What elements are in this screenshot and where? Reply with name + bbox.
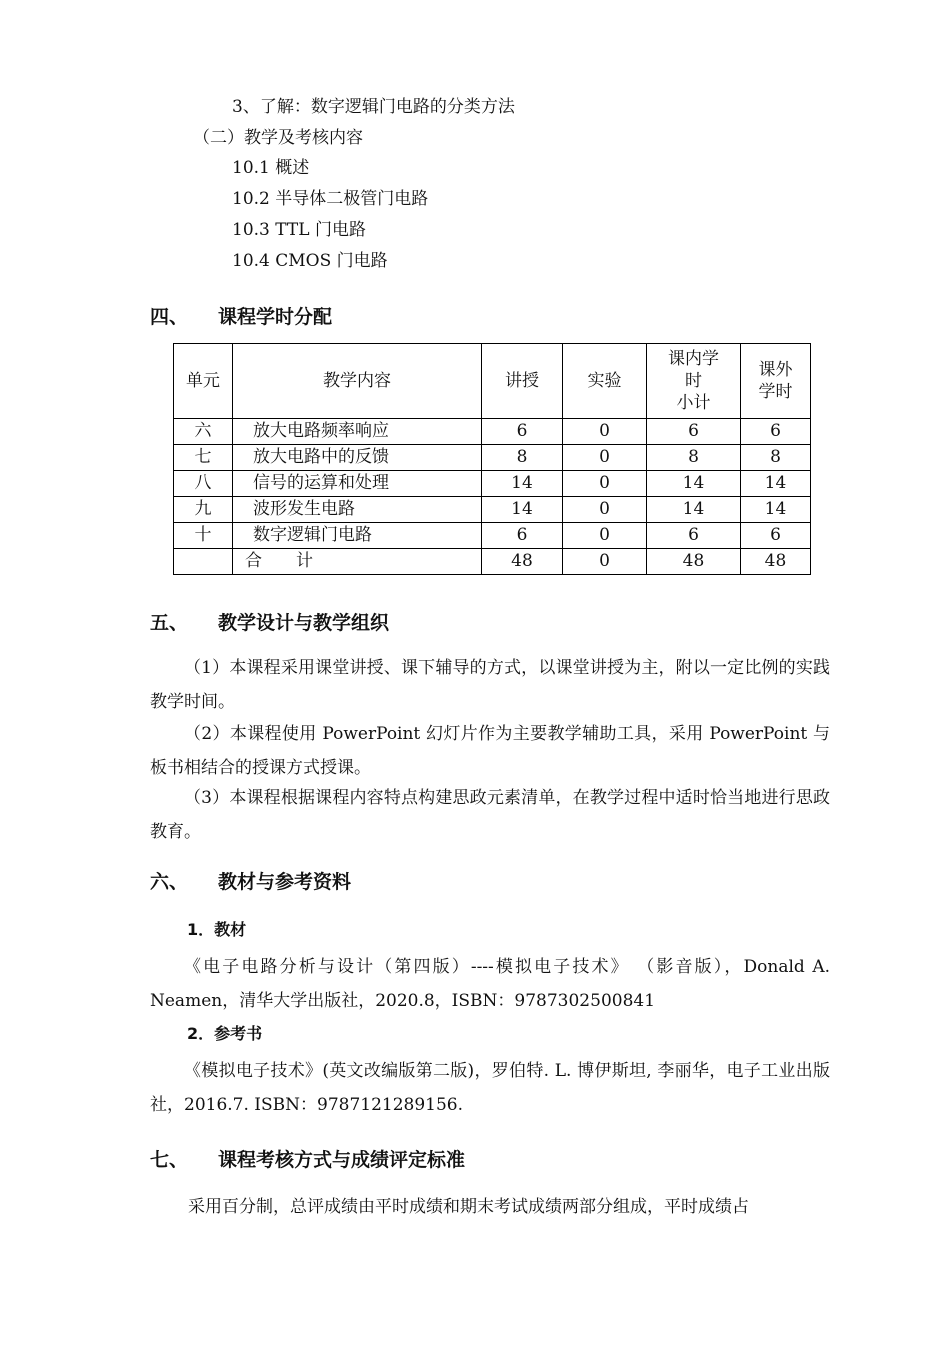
section-number: 四、 xyxy=(150,306,189,328)
section-title: 课程学时分配 xyxy=(218,306,333,328)
header-subtotal-line: 时 xyxy=(685,371,702,391)
cell-lab: 0 xyxy=(563,523,647,549)
cell-subtotal: 6 xyxy=(647,523,741,549)
cell-subtotal: 8 xyxy=(647,445,741,471)
textbook-entry: 《电子电路分析与设计（第四版）----模拟电子技术》 （影音版），Donald A. Neamen，清华大学出版社，2020.8，ISBN：9787302500841 xyxy=(150,957,830,1011)
cell-content: 放大电路频率响应 xyxy=(233,419,482,445)
cell-subtotal: 48 xyxy=(647,549,741,575)
paragraph: 采用百分制，总评成绩由平时成绩和期末考试成绩两部分组成，平时成绩占 xyxy=(188,1197,749,1217)
cell-content: 放大电路中的反馈 xyxy=(233,445,482,471)
header-extra xyxy=(741,344,811,419)
subsection-heading: （二）教学及考核内容 xyxy=(193,128,363,148)
content-item: 10.4 CMOS 门电路 xyxy=(232,251,388,271)
paragraph: （3）本课程根据课程内容特点构建思政元素清单，在教学过程中适时恰当地进行思政教育。 xyxy=(150,788,830,842)
section-number: 六、 xyxy=(150,871,189,893)
cell-subtotal: 14 xyxy=(647,497,741,523)
cell-subtotal: 6 xyxy=(647,419,741,445)
cell-lab: 0 xyxy=(563,471,647,497)
reference-entry: 《模拟电子技术》(英文改编版第二版)，罗伯特. L. 博伊斯坦, 李丽华，电子工业出版社，2016.7. ISBN：9787121289156. xyxy=(150,1061,830,1115)
cell-extra: 6 xyxy=(741,523,811,549)
cell-lecture: 14 xyxy=(482,471,563,497)
hours-table xyxy=(173,343,811,575)
table-row xyxy=(174,497,811,523)
section-title: 教材与参考资料 xyxy=(218,871,352,893)
objective-item-3: 3、了解：数字逻辑门电路的分类方法 xyxy=(232,97,515,117)
table-total-row xyxy=(174,549,811,575)
paragraph: （2）本课程使用 PowerPoint 幻灯片作为主要教学辅助工具，采用 PowerPoint 与板书相结合的授课方式授课。 xyxy=(150,724,830,778)
header-unit: 单元 xyxy=(174,344,233,419)
header-lecture: 讲授 xyxy=(482,344,563,419)
cell-unit: 九 xyxy=(174,497,233,523)
cell-extra: 48 xyxy=(741,549,811,575)
paragraph: （1）本课程采用课堂讲授、课下辅导的方式，以课堂讲授为主，附以一定比例的实践教学时间。 xyxy=(150,658,830,712)
table-row xyxy=(174,445,811,471)
cell-extra: 8 xyxy=(741,445,811,471)
content-item: 10.1 概述 xyxy=(232,158,310,178)
header-subtotal-line: 课内学 xyxy=(668,349,719,369)
cell-extra: 6 xyxy=(741,419,811,445)
content-item: 10.2 半导体二极管门电路 xyxy=(232,189,429,209)
cell-unit: 十 xyxy=(174,523,233,549)
cell-content: 信号的运算和处理 xyxy=(233,471,482,497)
cell-lecture: 6 xyxy=(482,523,563,549)
cell-content: 波形发生电路 xyxy=(233,497,482,523)
header-extra-line: 课外 xyxy=(758,360,793,380)
cell-unit: 六 xyxy=(174,419,233,445)
section-heading-6 xyxy=(150,870,351,894)
cell-lecture: 6 xyxy=(482,419,563,445)
section-heading-5 xyxy=(150,611,389,635)
reference-heading: 2．参考书 xyxy=(187,1024,263,1043)
cell-content: 数字逻辑门电路 xyxy=(233,523,482,549)
table-row xyxy=(174,523,811,549)
header-content: 教学内容 xyxy=(233,344,482,419)
textbook-heading: 1．教材 xyxy=(187,920,247,939)
section-title: 课程考核方式与成绩评定标准 xyxy=(218,1149,466,1171)
cell-lab: 0 xyxy=(563,549,647,575)
cell-lab: 0 xyxy=(563,497,647,523)
cell-extra: 14 xyxy=(741,497,811,523)
header-extra-line: 学时 xyxy=(758,382,793,402)
cell-subtotal: 14 xyxy=(647,471,741,497)
cell-lab: 0 xyxy=(563,445,647,471)
cell-lecture: 14 xyxy=(482,497,563,523)
cell-unit: 八 xyxy=(174,471,233,497)
header-lab: 实验 xyxy=(563,344,647,419)
section-heading-7 xyxy=(150,1148,465,1172)
table-row xyxy=(174,471,811,497)
section-number: 五、 xyxy=(150,612,189,634)
content-item: 10.3 TTL 门电路 xyxy=(232,220,366,240)
section-title: 教学设计与教学组织 xyxy=(218,612,390,634)
section-number: 七、 xyxy=(150,1149,189,1171)
cell-lab: 0 xyxy=(563,419,647,445)
cell-unit xyxy=(174,549,233,575)
cell-lecture: 8 xyxy=(482,445,563,471)
table-header-row xyxy=(174,344,811,419)
cell-extra: 14 xyxy=(741,471,811,497)
header-subtotal-line: 小计 xyxy=(676,393,711,413)
section-heading-4 xyxy=(150,305,332,329)
cell-unit: 七 xyxy=(174,445,233,471)
cell-total-label: 合 计 xyxy=(233,549,482,575)
table-row xyxy=(174,419,811,445)
header-subtotal xyxy=(647,344,741,419)
cell-lecture: 48 xyxy=(482,549,563,575)
